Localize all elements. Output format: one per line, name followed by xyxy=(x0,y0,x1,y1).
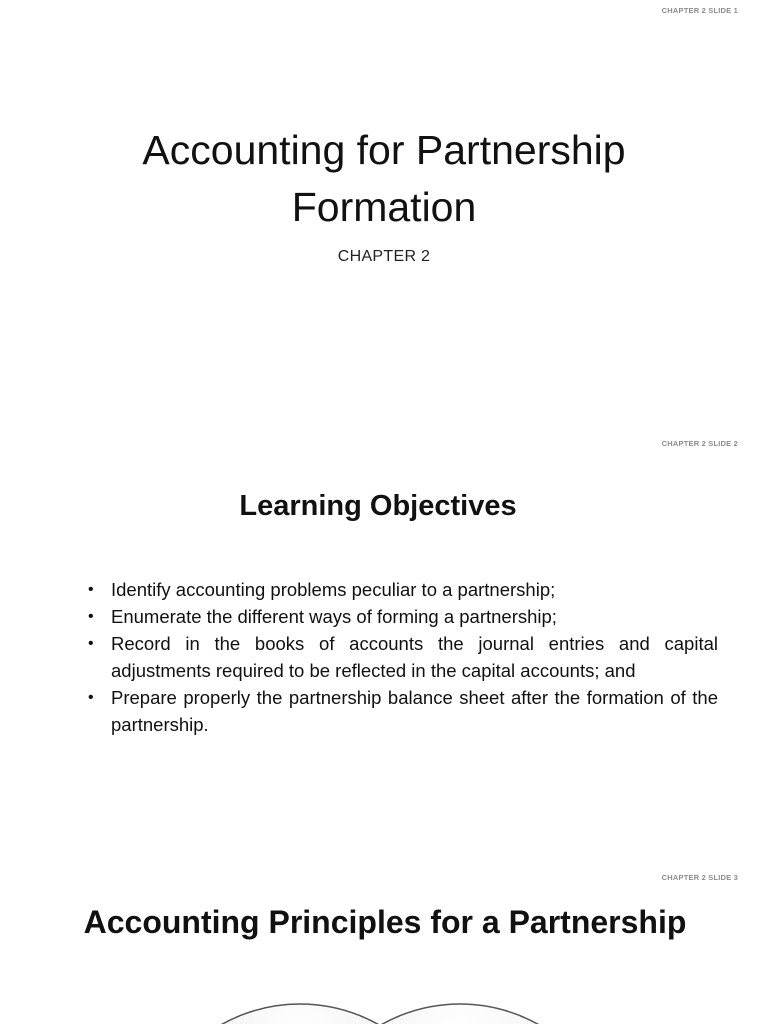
objective-text: Prepare properly the partnership balance sheet after the formation of the partnership. xyxy=(111,687,718,735)
bullet-icon: • xyxy=(88,635,94,652)
bullet-icon: • xyxy=(88,581,94,598)
list-item xyxy=(88,576,718,603)
slide-1 xyxy=(0,0,768,430)
slide-label: CHAPTER 2 SLIDE 2 xyxy=(661,439,738,448)
slide-subtitle: CHAPTER 2 xyxy=(337,248,431,265)
bullet-icon: • xyxy=(88,689,94,706)
venn-diagram xyxy=(0,994,768,1024)
slide-title-line-2: Formation xyxy=(291,184,477,230)
slide-title xyxy=(0,122,768,236)
list-item xyxy=(88,603,718,630)
list-item xyxy=(88,684,718,738)
slide-label: CHAPTER 2 SLIDE 3 xyxy=(661,873,738,882)
objective-text: Enumerate the different ways of forming a partnership; xyxy=(111,606,557,627)
objective-text: Identify accounting problems peculiar to a partnership; xyxy=(111,579,556,600)
slide-title-line-1: Accounting for Partnership xyxy=(142,127,626,173)
objective-text: Record in the books of accounts the journal entries and capital adjustments required to be reflected in the capital accounts; and xyxy=(111,633,718,681)
learning-objectives-heading: Learning Objectives xyxy=(239,490,517,522)
slide-2 xyxy=(0,432,768,864)
slide-3 xyxy=(0,866,768,1024)
objectives-list xyxy=(88,576,718,738)
accounting-principles-heading: Accounting Principles for a Partnership xyxy=(83,904,687,940)
list-item xyxy=(88,630,718,684)
bullet-icon: • xyxy=(88,608,94,625)
slide-label: CHAPTER 2 SLIDE 1 xyxy=(661,6,738,15)
